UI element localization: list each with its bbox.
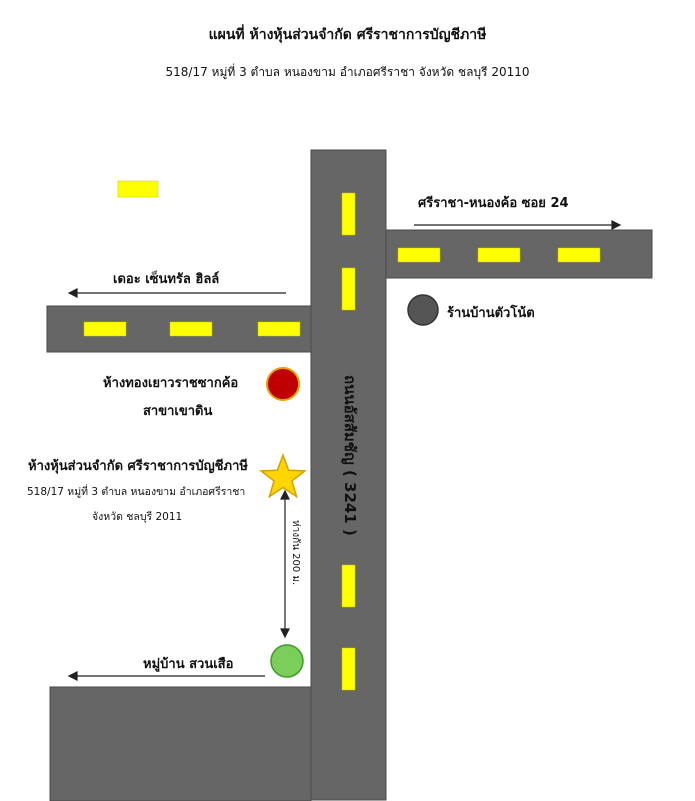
shop-marker: [408, 295, 438, 325]
office-address-2: จังหวัด ชลบุรี 2011: [92, 511, 183, 523]
gold-shop-label-1: ห้างทองเยาวราชซากค้อ: [103, 376, 239, 391]
west-road-bottom: [50, 687, 311, 801]
shop-label: ร้านบ้านตัวโน้ต: [447, 306, 535, 321]
gold-shop-marker: [267, 368, 299, 400]
distance-label: ห่างกัน 200 ม.: [290, 520, 301, 586]
office-address-1: 518/17 หมู่ที่ 3 ตำบล หนองขาม อำเภอศรีราชา: [27, 486, 246, 498]
yellow-marker: [118, 181, 158, 197]
office-name: ห้างหุ้นส่วนจำกัด ศรีราชาการบัญชีภาษี: [28, 459, 248, 474]
main-road-label: ถนนอัสสัมชัญ ( 3241 ): [341, 375, 359, 536]
office-star-icon: [261, 455, 305, 497]
village-label: หมู่บ้าน สวนเสือ: [143, 657, 234, 672]
west-road-label: เดอะ เซ็นทรัล ฮิลล์: [113, 272, 220, 287]
east-road-label: ศรีราชา-หนองค้อ ซอย 24: [418, 196, 569, 211]
gold-shop-label-2: สาขาเขาดิน: [143, 404, 213, 419]
map-address: 518/17 หมู่ที่ 3 ตำบล หนองขาม อำเภอศรีราชา จังหวัด ชลบุรี 20110: [165, 65, 530, 79]
map-title: แผนที่ ห้างหุ้นส่วนจำกัด ศรีราชาการบัญชีภาษี: [208, 27, 487, 43]
village-marker: [271, 645, 303, 677]
